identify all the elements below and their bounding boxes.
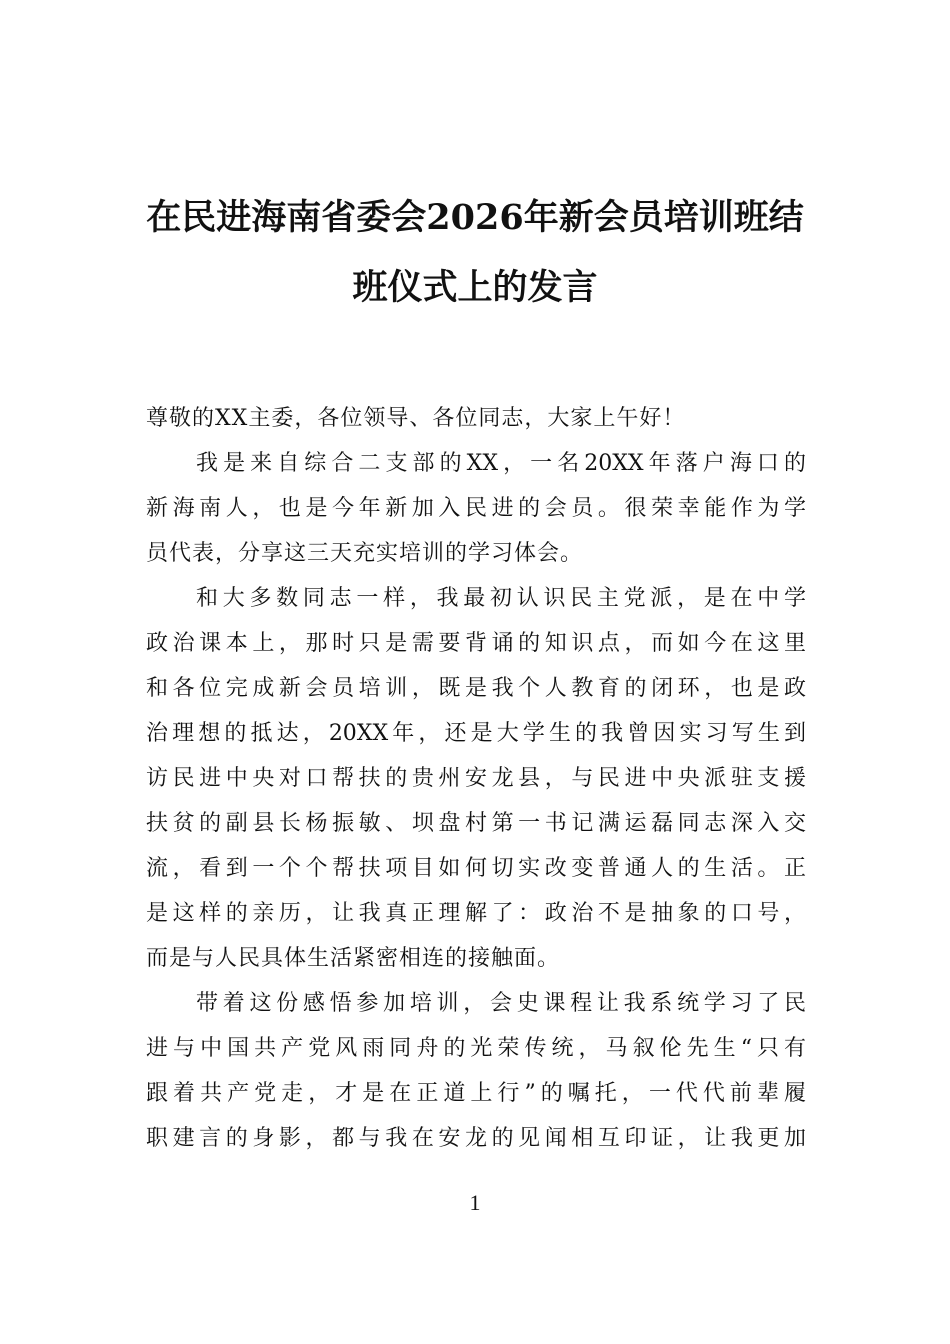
salutation-line: 尊敬的XX主委，各位领导、各位同志，大家上午好！	[146, 406, 686, 431]
paragraph-2-line: 和各位完成新会员培训，既是我个人教育的闭环，也是政	[146, 676, 806, 701]
paragraph-2-line: 流，看到一个个帮扶项目如何切实改变普通人的生活。正	[146, 856, 806, 881]
document-body	[146, 396, 806, 1161]
paragraph-2-line: 而是与人民具体生活紧密相连的接触面。	[146, 946, 561, 971]
page-number: 1	[469, 1190, 481, 1215]
document-title-line-1: 在民进海南省委会2026年新会员培训班结	[146, 197, 804, 238]
paragraph-2-line: 治理想的抵达，20XX年，还是大学生的我曾因实习写生到	[146, 721, 806, 746]
paragraph-3-line: 跟着共产党走，才是在正道上行”的嘱托，一代代前辈履	[146, 1081, 806, 1106]
paragraph-3-line: 带着这份感悟参加培训，会史课程让我系统学习了民	[196, 991, 806, 1016]
paragraph-2-line: 是这样的亲历，让我真正理解了：政治不是抽象的口号，	[146, 901, 806, 926]
paragraph-2-line: 和大多数同志一样，我最初认识民主党派，是在中学	[196, 586, 806, 611]
paragraph-3-line: 进与中国共产党风雨同舟的光荣传统，马叙伦先生“只有	[146, 1036, 806, 1061]
paragraph-2-line: 政治课本上，那时只是需要背诵的知识点，而如今在这里	[146, 631, 806, 656]
paragraph-2-line: 访民进中央对口帮扶的贵州安龙县，与民进中央派驻支援	[146, 766, 806, 791]
paragraph-2-line: 扶贫的副县长杨振敏、坝盘村第一书记满运磊同志深入交	[146, 811, 806, 836]
paragraph-3-line: 职建言的身影，都与我在安龙的见闻相互印证，让我更加	[146, 1126, 806, 1151]
paragraph-1-line: 新海南人，也是今年新加入民进的会员。很荣幸能作为学	[146, 496, 806, 521]
paragraph-1-line: 我是来自综合二支部的XX，一名20XX年落户海口的	[196, 451, 806, 476]
paragraph-1-line: 员代表，分享这三天充实培训的学习体会。	[146, 541, 584, 566]
document-title-line-2: 班仪式上的发言	[352, 267, 598, 308]
